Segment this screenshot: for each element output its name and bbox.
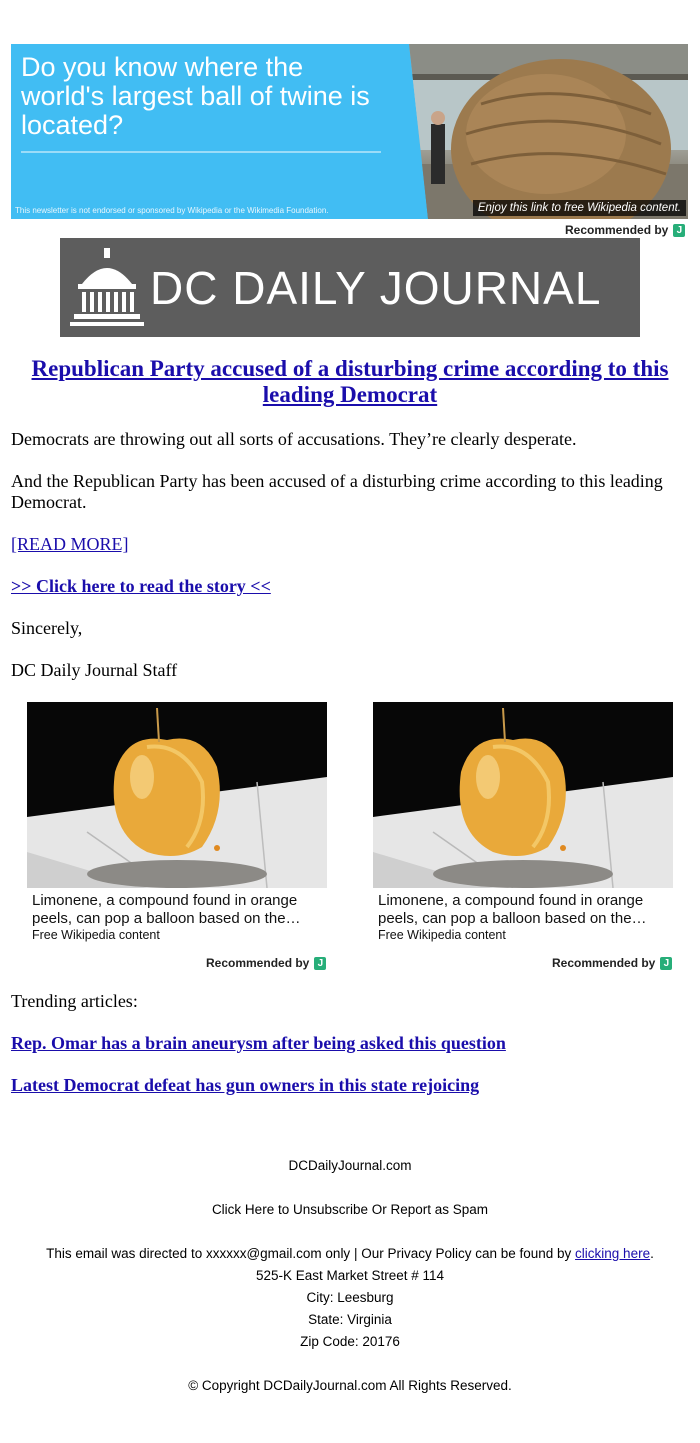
article-paragraph-2: And the Republican Party has been accused of a disturbing crime according to this leading Democrat.: [11, 471, 663, 512]
trending-heading: Trending articles:: [11, 991, 138, 1011]
ad-divider: [21, 151, 381, 153]
ad-headline[interactable]: Do you know where the world's largest ball of twine is located?: [21, 52, 370, 140]
recommended-label: Recommended by: [206, 956, 310, 970]
trending-item: [11, 1075, 681, 1096]
footer-copyright: © Copyright DCDailyJournal.com All Rights Reserved.: [188, 1378, 512, 1393]
signoff: Sincerely,: [11, 618, 83, 638]
read-more-link[interactable]: [READ MORE]: [11, 534, 129, 554]
signature: DC Daily Journal Staff: [11, 660, 178, 680]
recommended-card[interactable]: [27, 702, 327, 972]
footer-address: 525-K East Market Street # 114: [255, 1268, 445, 1283]
footer-city: City: Leesburg: [306, 1290, 394, 1305]
dc-daily-journal-logo[interactable]: [60, 238, 640, 337]
privacy-policy-link[interactable]: clicking here: [575, 1246, 651, 1261]
article-headline: [11, 356, 689, 408]
balloon-image: [373, 702, 673, 888]
card-source: Free Wikipedia content: [378, 928, 506, 942]
balloon-image: [27, 702, 327, 888]
capitol-dome-icon: [68, 246, 146, 330]
twine-ball-photo[interactable]: [371, 44, 688, 219]
recommended-by-badge[interactable]: [552, 956, 672, 970]
ad-banner[interactable]: [11, 44, 688, 219]
trending-link-2[interactable]: Latest Democrat defeat has gun owners in this state rejoicing: [11, 1075, 480, 1095]
click-here-link[interactable]: >> Click here to read the story <<: [11, 576, 271, 596]
recommended-card[interactable]: [373, 702, 673, 972]
ad-disclaimer: This newsletter is not endorsed or sponsored by Wikipedia or the Wikimedia Foundation.: [15, 206, 329, 215]
recommended-label: Recommended by: [565, 223, 669, 237]
unsubscribe-link[interactable]: Click Here to Unsubscribe Or Report as Spam: [211, 1202, 489, 1217]
recommended-by-badge[interactable]: [565, 223, 685, 237]
balloon-photo[interactable]: [27, 702, 327, 888]
ad-caption[interactable]: Enjoy this link to free Wikipedia content.: [473, 200, 686, 216]
trending-link-1[interactable]: Rep. Omar has a brain aneurysm after being asked this question: [11, 1033, 506, 1053]
privacy-notice: [0, 1246, 700, 1261]
card-source: Free Wikipedia content: [32, 928, 160, 942]
recommended-label: Recommended by: [552, 956, 656, 970]
footer-state: State: Virginia: [308, 1312, 392, 1327]
footer-site-name: DCDailyJournal.com: [288, 1158, 412, 1173]
card-title[interactable]: Limonene, a compound found in orange peels, can pop a balloon based on the…: [378, 892, 647, 927]
twine-ball-image: [371, 44, 688, 219]
jeeng-logo-icon: J: [314, 957, 326, 970]
privacy-suffix: .: [650, 1246, 654, 1261]
logo-text: DC DAILY JOURNAL: [150, 261, 602, 314]
jeeng-logo-icon: J: [660, 957, 672, 970]
card-title[interactable]: Limonene, a compound found in orange peels, can pop a balloon based on the…: [32, 892, 301, 927]
headline-link[interactable]: Republican Party accused of a disturbing crime according to this leading Democrat: [31, 356, 669, 407]
footer-zip: Zip Code: 20176: [300, 1334, 400, 1349]
jeeng-logo-icon: J: [673, 224, 685, 237]
recommended-by-badge[interactable]: [206, 956, 326, 970]
trending-item: [11, 1033, 681, 1054]
click-here-line: [11, 576, 681, 597]
article-paragraph-1: Democrats are throwing out all sorts of accusations. They’re clearly desperate.: [11, 429, 577, 449]
privacy-text: This email was directed to xxxxxx@gmail.com only | Our Privacy Policy can be found by: [46, 1246, 576, 1261]
read-more-line: [11, 534, 681, 555]
balloon-photo[interactable]: [373, 702, 673, 888]
